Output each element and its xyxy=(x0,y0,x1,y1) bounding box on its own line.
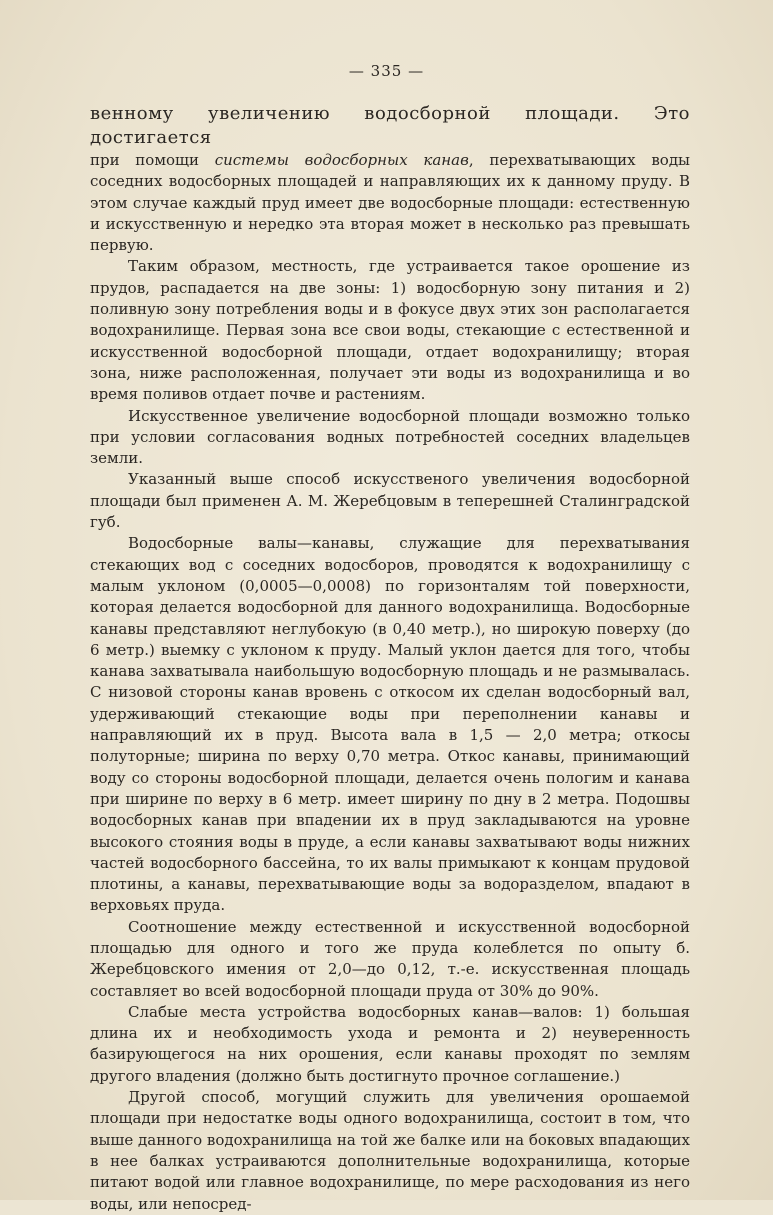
page-number: — 335 — xyxy=(348,62,425,80)
paragraph-3: Искусственное увеличение водосборной площади возможно только при условии согласования водных потребностей соседних владельцев земли. xyxy=(90,406,690,468)
paragraph-1-start: при помощи xyxy=(90,151,215,169)
paragraph-6: Соотношение между естественной и искусственной водосборной площадью для одного и того же пруда колеблется по опыту б. Жеребцовского имения от 2,0—до 0,12, т.-е. искусственная площадь составляет во всей водосборной площади пруда от 30% до 90%. xyxy=(90,917,690,1000)
paragraph-5: Водосборные валы—канавы, служащие для перехватывания стекающих вод с соседних водосборов, проводятся к водохранилищу с малым уклоном (0,0005—0,0008) по горизонталям той поверхности, которая делается водосборной для данного водохранилища. Водосборные канавы представляют неглубокую (в 0,40 метр.), но широкую поверху (до 6 метр.) выемку с уклоном к пруду. Малый уклон дается для того, чтобы канава захватывала наибольшую водосборную площадь и не размывалась. С низовой стороны канав вровень с откосом их сделан водосборный вал, удерживающий стекающие воды при переполнении канавы и направляющий их в пруд. Высота вала в 1,5 — 2,0 метра; откосы полуторные; ширина по верху 0,70 метра. Откос канавы, принимающий воду со стороны водосборной площади, делается очень пологим и канава при ширине по верху в 6 метр. имеет ширину по дну в 2 метра. Подошвы водосборных канав при впадении их в пруд закладываются на уровне высокого стояния воды в пруде, а если канавы захватывают воды нижних частей водосборного бассейна, то их валы примыкают к концам прудовой плотины, а канавы, перехватывающие воды за водоразделом, впадают в верховьях пруда. xyxy=(90,534,690,915)
emphasis-italic: системы водосборных канав xyxy=(214,151,469,169)
paragraph-4: Указанный выше способ искусственого увеличения водосборной площади был применен А. М. Жеребцовым в теперешней Сталинградской губ. xyxy=(90,470,690,532)
paragraph-1 xyxy=(90,150,690,256)
paragraph-7: Слабые места устройства водосборных канав—валов: 1) большая длина их и необходимость ухода и ремонта и 2) неуверенность базирующегося на них орошения, если канавы проходят по землям другого владения (должно быть достигнуто прочное соглашение.) xyxy=(90,1002,690,1085)
paragraph-1-rest: , перехватывающих воды соседних водосборных площадей и направляющих их к данному пруду. В этом случае каждый пруд имеет две водосборные площади: естественную и искусственную и нередко эта вторая может в несколько раз превышать первую. xyxy=(90,151,690,255)
paragraph-8: Другой способ, могущий служить для увеличения орошаемой площади при недостатке воды одного водохранилища, состоит в том, что выше данного водохранилища на той же балке или на боковых впадающих в нее балках устраиваются дополнительные водохранилища, которые питают водой или главное водохранилище, по мере расходования из него воды, или непосред- xyxy=(90,1088,690,1213)
body-text xyxy=(90,102,690,1215)
paragraph-2: Таким образом, местность, где устраивается такое орошение из прудов, распадается на две зоны: 1) водосборную зону питания и 2) поливную зону потребления воды и в фокусе двух этих зон располагается водохранилище. Первая зона все свои воды, стекающие с естественной и искусственной водосборной площади, отдает водохранилищу; вторая зона, ниже расположенная, получает эти воды из водохранилища и во время поливов отдает почве и растениям. xyxy=(90,257,690,404)
lead-line: венному увеличению водосборной площади. Это достигается xyxy=(90,103,690,148)
